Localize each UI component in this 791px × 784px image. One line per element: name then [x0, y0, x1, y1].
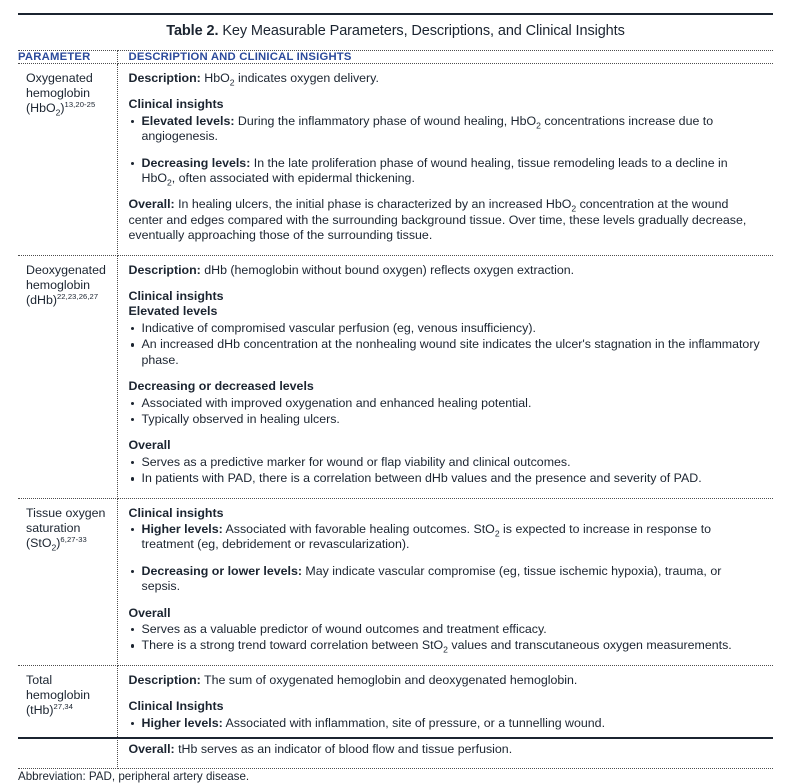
parameter-references: 13,20-25: [64, 100, 96, 110]
description-paragraph: [129, 673, 764, 688]
bullet-lead: Elevated levels:: [141, 113, 235, 128]
overall-list: [129, 622, 764, 654]
bullet-text-a: May indicate vascular compromise (eg, tissue ischemic hypoxia), trauma, or sepsis.: [141, 563, 722, 594]
parameter-line-1: Tissue oxygen: [26, 505, 106, 520]
list-item: An increased dHb concentration at the nonhealing wound site indicates the ulcer's stagnation in the inflammatory phase.: [129, 337, 764, 368]
clinical-insights-block: [129, 289, 764, 486]
table-title-text: Key Measurable Parameters, Descriptions, and Clinical Insights: [218, 23, 625, 39]
list-item: [129, 638, 764, 653]
row-parameter-cell-dhb: [18, 255, 117, 498]
description-text: The sum of oxygenated hemoglobin and deoxygenated hemoglobin.: [200, 672, 578, 687]
parameter-subscript: 2: [55, 107, 61, 118]
description-label: Description:: [128, 672, 201, 687]
parameter-abbrev: (dHb): [26, 293, 57, 308]
bullet-subscript: 2: [536, 120, 541, 131]
row-parameter-cell-hbo2: [18, 64, 117, 256]
description-subscript: 2: [229, 77, 235, 88]
bullet-text-b: values and transcutaneous oxygen measurements.: [447, 638, 732, 653]
group-heading-elevated: Elevated levels: [128, 304, 218, 319]
bullet-text-a: Associated with favorable healing outcomes. StO: [222, 521, 495, 536]
parameters-table: [18, 50, 773, 784]
table-title: [18, 21, 773, 41]
group-heading-decreasing: Decreasing or decreased levels: [128, 379, 314, 394]
row-description-cell-dhb: [117, 255, 773, 498]
table-row: [18, 255, 773, 498]
parameter-label-thb: [18, 666, 117, 729]
description-text: dHb (hemoglobin without bound oxygen) reflects oxygen extraction.: [200, 262, 575, 277]
parameter-references: 22,23,26,27: [56, 291, 99, 301]
description-body-thb: [118, 666, 774, 769]
overall-paragraph: [129, 197, 764, 243]
top-rule: [18, 13, 773, 15]
parameter-abbrev-close: ): [56, 535, 61, 550]
clinical-insights-block: [129, 97, 764, 186]
row-description-cell-hbo2: [117, 64, 773, 256]
description-text-a: HbO: [200, 71, 230, 85]
list-item: [129, 564, 764, 595]
parameter-label-sto2: [18, 499, 117, 562]
clinical-insights-list: [129, 522, 764, 595]
parameter-line-1: Total hemoglobin: [26, 672, 91, 702]
bullet-text-a: Serves as a valuable predictor of wound outcomes and treatment efficacy.: [141, 621, 547, 636]
bullet-text: Associated with inflammation, site of pressure, or a tunnelling wound.: [222, 715, 606, 730]
parameter-line-2: hemoglobin: [26, 86, 91, 101]
parameter-line-2: saturation: [26, 520, 81, 535]
clinical-insights-heading: Clinical insights: [128, 97, 224, 112]
parameter-label-hbo2: [18, 64, 117, 127]
parameter-abbrev-close: ): [60, 101, 65, 116]
overall-label: Overall:: [128, 742, 175, 756]
row-description-cell-sto2: [117, 498, 773, 665]
bullet-text-a: In the late proliferation phase of wound healing, tissue remodeling leads to a decline in HbO: [141, 155, 728, 186]
bullet-lead: Higher levels:: [141, 715, 223, 730]
description-paragraph: [129, 71, 764, 86]
overall-text: tHb serves as an indicator of blood flow and tissue perfusion.: [174, 742, 513, 756]
parameter-subscript: 2: [51, 542, 57, 553]
row-description-cell-thb: [117, 665, 773, 769]
description-label: Description:: [128, 71, 201, 85]
clinical-insights-list: [129, 716, 764, 731]
group-list-decreasing: [129, 396, 764, 428]
list-item: Typically observed in healing ulcers.: [129, 412, 764, 427]
overall-block: [129, 606, 764, 654]
bullet-lead: Higher levels:: [141, 521, 223, 536]
clinical-insights-heading: Clinical insights: [128, 505, 224, 520]
bullet-text-a: There is a strong trend toward correlation between StO: [141, 638, 444, 653]
parameter-abbrev: (tHb): [26, 703, 54, 718]
clinical-insights-heading: Clinical insights: [128, 289, 224, 304]
description-text-b: indicates oxygen delivery.: [234, 71, 379, 85]
overall-text-a: In healing ulcers, the initial phase is characterized by an increased HbO: [174, 197, 572, 212]
abbreviation-footnote: Abbreviation: PAD, peripheral artery disease.: [18, 770, 250, 784]
parameter-references: 6,27-33: [60, 534, 87, 544]
parameter-line-1: Deoxygenated: [26, 262, 106, 277]
table-number: Table 2.: [166, 23, 219, 39]
parameter-references: 27,34: [53, 702, 74, 712]
parameter-line-1: Oxygenated: [26, 71, 93, 85]
bullet-text-b: concentrations increase due to angiogenesis.: [141, 113, 714, 144]
overall-paragraph: [129, 742, 764, 757]
list-item: [129, 156, 764, 187]
list-item: [129, 522, 764, 553]
description-body-dhb: [118, 256, 774, 498]
bullet-text-b: , often associated with epidermal thickening.: [171, 171, 415, 186]
group-heading-overall: Overall: [128, 438, 171, 453]
row-parameter-cell-thb: [18, 665, 117, 769]
list-item: [129, 114, 764, 145]
column-header-description: DESCRIPTION AND CLINICAL INSIGHTS: [117, 51, 773, 64]
description-body-hbo2: [118, 64, 774, 255]
bullet-subscript: 2: [494, 528, 500, 539]
overall-text-b: concentration at the wound center and edges compared with the surrounding background tissue. Over time, these levels gradually decrease, eventually approaching those of the surrounding tissue.: [128, 197, 747, 243]
bullet-lead: Decreasing or lower levels:: [141, 563, 302, 578]
description-paragraph: [129, 263, 764, 278]
parameter-abbrev: (HbO: [26, 101, 56, 116]
list-item: Indicative of compromised vascular perfusion (eg, venous insufficiency).: [129, 321, 764, 336]
bullet-text-b: is expected to increase in response to treatment (eg, debridement or revascularization).: [141, 521, 712, 552]
clinical-insights-block: [129, 699, 764, 731]
bullet-text-a: During the inflammatory phase of wound healing, HbO: [234, 113, 537, 128]
overall-subscript: 2: [571, 203, 577, 214]
table-row: [18, 665, 773, 769]
bullet-subscript: 2: [166, 177, 172, 188]
overall-label: Overall:: [128, 197, 175, 212]
group-list-overall: [129, 455, 764, 487]
list-item: In patients with PAD, there is a correlation between dHb values and the presence and severity of PAD.: [129, 471, 764, 486]
bullet-subscript: 2: [443, 644, 448, 655]
row-parameter-cell-sto2: [18, 498, 117, 665]
parameter-abbrev: (StO: [26, 535, 52, 550]
description-label: Description:: [128, 262, 201, 277]
list-item: Associated with improved oxygenation and enhanced healing potential.: [129, 396, 764, 411]
parameter-line-2: hemoglobin: [26, 277, 91, 292]
list-item: [129, 716, 764, 731]
clinical-insights-heading: Clinical Insights: [128, 699, 224, 714]
list-item: [129, 622, 764, 637]
table-header-row: [18, 51, 773, 64]
column-header-parameter: PARAMETER: [18, 51, 117, 64]
bottom-rule: [18, 737, 773, 739]
list-item: Serves as a predictive marker for wound or flap viability and clinical outcomes.: [129, 455, 764, 470]
bullet-lead: Decreasing levels:: [141, 155, 251, 170]
group-list-elevated: [129, 321, 764, 368]
table-footnote-row: [18, 769, 773, 784]
clinical-insights-list: [129, 114, 764, 187]
table-row: [18, 498, 773, 665]
table-row: [18, 64, 773, 256]
overall-heading: Overall: [128, 605, 171, 620]
parameter-label-dhb: [18, 256, 117, 319]
clinical-insights-block: [129, 506, 764, 595]
description-body-sto2: [118, 499, 774, 665]
